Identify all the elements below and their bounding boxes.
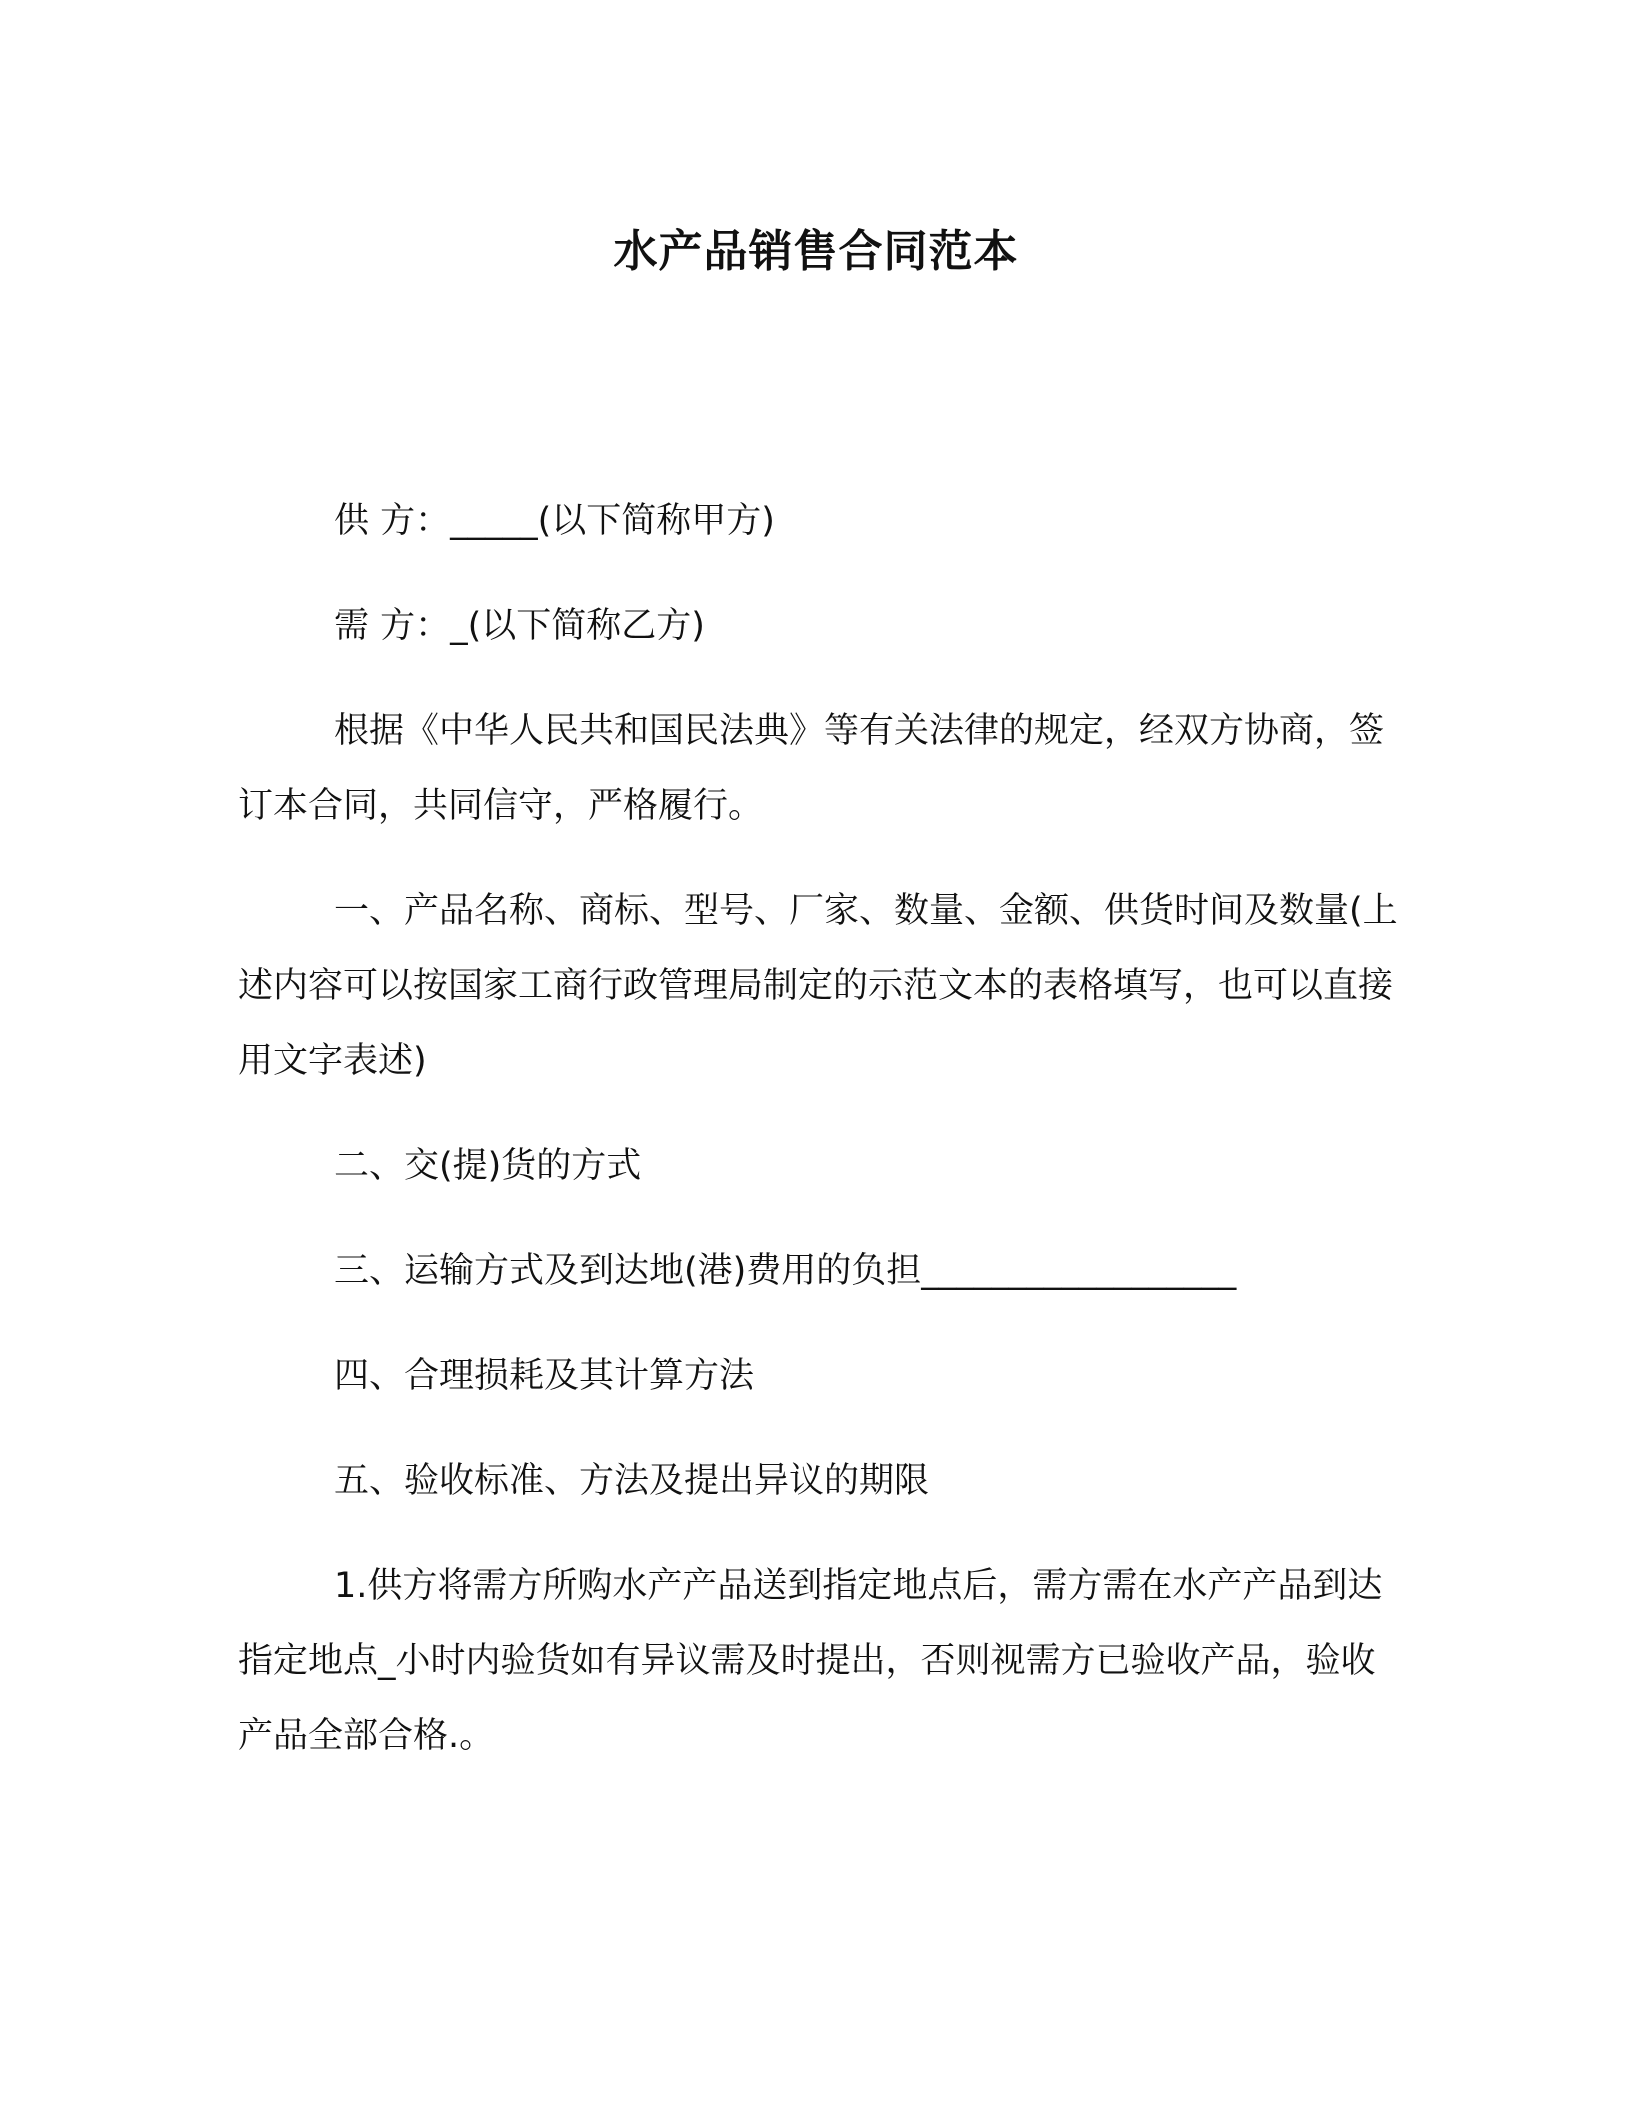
clause-1-heading: 一、产品名称、商标、型号、厂家、数量、金额、供货时间及数量(上述内容可以按国家工商行政管理局制定的示范文本的表格填写，也可以直接用文字表述) <box>238 891 1398 1081</box>
buyer-line: 需 方：_(以下简称乙方) <box>334 606 705 646</box>
clause-4-heading: 四、合理损耗及其计算方法 <box>334 1356 755 1396</box>
clause-2-heading: 二、交(提)货的方式 <box>334 1146 642 1186</box>
supplier-line: 供 方：_____(以下简称甲方) <box>334 501 775 541</box>
clause-5-heading: 五、验收标准、方法及提出异议的期限 <box>334 1461 930 1501</box>
clause-5-item-1: 1.供方将需方所购水产产品送到指定地点后，需方需在水产产品到达指定地点_小时内验货如有异议需及时提出，否则视需方已验收产品，验收产品全部合格.。 <box>238 1566 1383 1756</box>
document-body <box>238 484 1398 1804</box>
clause-3-heading: 三、运输方式及到达地(港)费用的负担__________________ <box>334 1251 1237 1291</box>
document-title: 水产品销售合同范本 <box>613 226 1019 277</box>
preamble-paragraph: 根据《中华人民共和国民法典》等有关法律的规定，经双方协商，签订本合同，共同信守，严格履行。 <box>238 711 1385 826</box>
